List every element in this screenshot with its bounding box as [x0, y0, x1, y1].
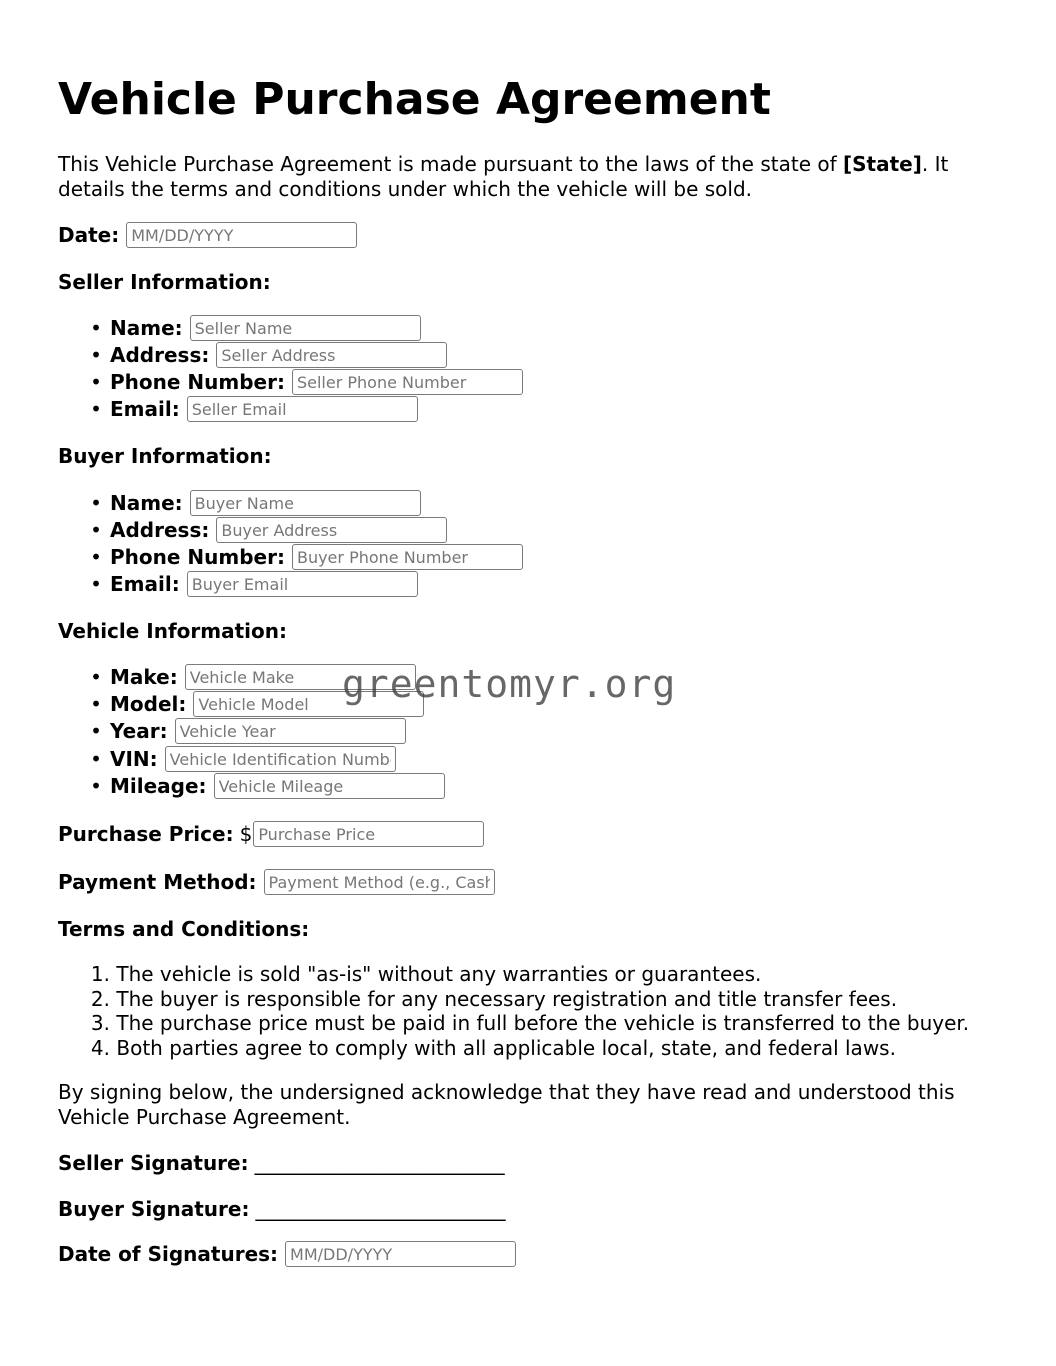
- buyer-address-label: Address:: [110, 518, 210, 542]
- seller-name-label: Name:: [110, 316, 183, 340]
- buyer-signature-row: [58, 1196, 505, 1222]
- term-number: 4.: [90, 1035, 110, 1060]
- list-item: [86, 396, 418, 422]
- buyer-email-label: Email:: [110, 572, 180, 596]
- bullet: •: [90, 518, 102, 542]
- bullet: •: [90, 397, 102, 421]
- list-item: [86, 746, 396, 772]
- seller-email-label: Email:: [110, 397, 180, 421]
- list-item: [86, 718, 406, 744]
- signature-date-row: [58, 1241, 516, 1267]
- terms-heading: Terms and Conditions:: [58, 917, 310, 941]
- terms-list: [58, 962, 969, 1060]
- term-text: The buyer is responsible for any necessary registration and title transfer fees.: [116, 986, 898, 1011]
- seller-phone-field[interactable]: [292, 369, 523, 395]
- seller-heading: Seller Information:: [58, 270, 271, 294]
- date-field[interactable]: [126, 222, 357, 248]
- price-label: Purchase Price:: [58, 822, 234, 846]
- list-item: [86, 369, 523, 395]
- bullet: •: [90, 491, 102, 515]
- term-number: 2.: [90, 986, 110, 1011]
- buyer-phone-field[interactable]: [292, 544, 523, 570]
- term-number: 1.: [90, 962, 110, 986]
- buyer-heading: Buyer Information:: [58, 444, 272, 468]
- seller-address-label: Address:: [110, 343, 210, 367]
- term-number: 3.: [90, 1011, 110, 1035]
- seller-email-field[interactable]: [187, 396, 418, 422]
- buyer-phone-label: Phone Number:: [110, 545, 285, 569]
- seller-signature-line[interactable]: _________________________: [254, 1151, 505, 1175]
- payment-method-field[interactable]: [264, 869, 495, 895]
- list-item: [86, 517, 447, 543]
- list-item: [86, 315, 421, 341]
- vehicle-vin-label: VIN:: [110, 747, 158, 771]
- bullet: •: [90, 370, 102, 394]
- vehicle-model-label: Model:: [110, 692, 187, 716]
- buyer-name-field[interactable]: [190, 490, 421, 516]
- list-item: [86, 571, 418, 597]
- intro-text-before: This Vehicle Purchase Agreement is made pursuant to the laws of the state of: [58, 152, 843, 176]
- list-item: [86, 490, 421, 516]
- list-item: [86, 773, 445, 799]
- buyer-signature-label: Buyer Signature:: [58, 1197, 250, 1221]
- buyer-signature-line[interactable]: _________________________: [255, 1197, 506, 1221]
- buyer-address-field[interactable]: [216, 517, 447, 543]
- list-item: [58, 962, 969, 987]
- list-item: [58, 987, 969, 1012]
- bullet: •: [90, 316, 102, 340]
- purchase-price-field[interactable]: [253, 821, 484, 847]
- buyer-name-label: Name:: [110, 491, 183, 515]
- term-text: The vehicle is sold "as-is" without any warranties or guarantees.: [116, 962, 762, 986]
- bullet: •: [90, 692, 102, 716]
- list-item: [86, 544, 523, 570]
- page-title: Vehicle Purchase Agreement: [58, 74, 771, 125]
- seller-signature-label: Seller Signature:: [58, 1151, 249, 1175]
- currency-symbol: $: [239, 822, 253, 846]
- vehicle-make-label: Make:: [110, 665, 178, 689]
- watermark: greentomyr.org: [342, 662, 677, 706]
- state-placeholder: [State]: [843, 152, 922, 176]
- payment-label: Payment Method:: [58, 870, 257, 894]
- vehicle-year-field[interactable]: [175, 718, 406, 744]
- term-text: The purchase price must be paid in full before the vehicle is transferred to the buyer.: [116, 1011, 970, 1035]
- bullet: •: [90, 545, 102, 569]
- vehicle-year-label: Year:: [110, 719, 168, 743]
- bullet: •: [90, 572, 102, 596]
- seller-signature-row: [58, 1150, 505, 1176]
- seller-phone-label: Phone Number:: [110, 370, 285, 394]
- intro-text-after: . It details the terms and conditions under which the vehicle will be sold.: [58, 152, 949, 201]
- list-item: [58, 1036, 969, 1061]
- vehicle-heading: Vehicle Information:: [58, 619, 287, 643]
- bullet: •: [90, 774, 102, 798]
- closing-paragraph: By signing below, the undersigned acknowledge that they have read and understood this Vehicle Purchase Agreement.: [58, 1080, 955, 1129]
- vehicle-vin-field[interactable]: [165, 746, 396, 772]
- bullet: •: [90, 719, 102, 743]
- price-row: [58, 821, 484, 847]
- bullet: •: [90, 665, 102, 689]
- seller-address-field[interactable]: [216, 342, 447, 368]
- date-row: [58, 222, 357, 248]
- vehicle-mileage-field[interactable]: [214, 773, 445, 799]
- vehicle-mileage-label: Mileage:: [110, 774, 207, 798]
- payment-row: [58, 869, 495, 895]
- seller-name-field[interactable]: [190, 315, 421, 341]
- intro-paragraph: [58, 152, 998, 201]
- buyer-email-field[interactable]: [187, 571, 418, 597]
- signature-date-label: Date of Signatures:: [58, 1242, 279, 1266]
- date-label: Date:: [58, 223, 120, 247]
- bullet: •: [90, 747, 102, 771]
- term-text: Both parties agree to comply with all applicable local, state, and federal laws.: [116, 1035, 896, 1060]
- list-item: [58, 1011, 969, 1036]
- list-item: [86, 342, 447, 368]
- signature-date-field[interactable]: [285, 1241, 516, 1267]
- bullet: •: [90, 343, 102, 367]
